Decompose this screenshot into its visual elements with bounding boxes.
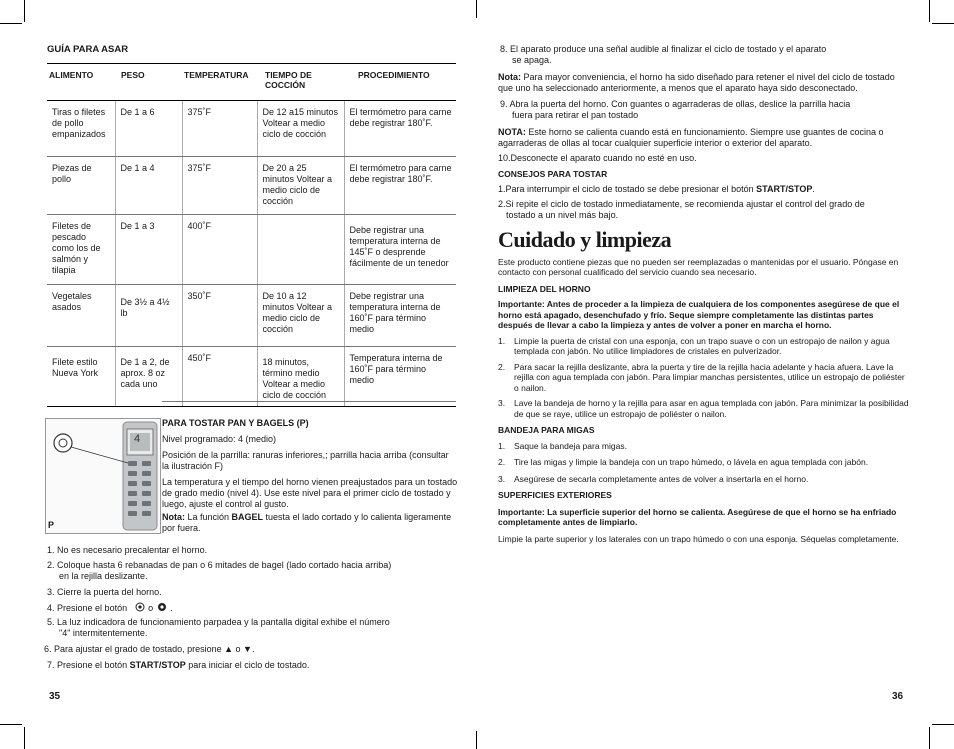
- cell-time: De 10 a 12 minutos Voltear a medio ciclo de cocción: [257, 285, 344, 347]
- table-row: [47, 215, 456, 285]
- cell-food: Tiras o filetes de pollo empanizados: [47, 101, 115, 157]
- crop-mark: [0, 724, 22, 725]
- toast-description: La temperatura y el tiempo del horno vienen preajustados para un tostado de grado medio (nivel 4). Use este nivel para el primer ciclo de tostado y luego, ajuste el control al gusto.: [162, 477, 458, 509]
- crop-mark: [24, 727, 25, 749]
- section-divider: [162, 401, 456, 402]
- cell-temp: 375˚F: [182, 157, 257, 215]
- cell-temp: 450˚F: [182, 347, 257, 407]
- page-number-right: 36: [892, 691, 904, 702]
- cell-procedure: Debe registrar una temperatura interna de 160˚F para término medio: [344, 285, 456, 347]
- cell-weight: De 1 a 6: [115, 101, 182, 157]
- cell-temp: 400˚F: [182, 215, 257, 285]
- cell-time: [257, 215, 344, 285]
- crop-mark: [0, 23, 22, 24]
- cell-weight: De 3½ a 4½ lb: [115, 285, 182, 347]
- list-item: 5. La luz indicadora de funcionamiento parpadea y la pantalla digital exhibe el número "4" intermitentemente.: [47, 617, 390, 638]
- tip-1: 1.Para interrumpir el ciclo de tostado se debe presionar el botón START/STOP.: [498, 183, 815, 194]
- cell-food: Piezas de pollo: [47, 157, 115, 215]
- cell-procedure: Debe registrar una temperatura interna de 145˚F o desprende fácilmente de un tenedor: [344, 215, 456, 285]
- exterior-important: Importante: La superficie superior del horno se calienta. Asegúrese de que el horno se ha enfriado completamente antes de limpiarlo.: [498, 506, 897, 527]
- grill-guide-table: [47, 63, 456, 407]
- cell-weight: De 1 a 4: [115, 157, 182, 215]
- crop-mark: [932, 23, 954, 24]
- list-item: 1. Saque la bandeja para migas.: [498, 440, 627, 451]
- crumb-tray-list: [498, 441, 910, 485]
- crop-mark: [932, 724, 954, 725]
- figure-label: P: [48, 520, 55, 530]
- cell-temp: 375˚F: [182, 101, 257, 157]
- cell-time: De 20 a 25 minutos Voltear a medio ciclo de cocción: [257, 157, 344, 215]
- list-item: 4. Presione el botón o .: [47, 603, 173, 613]
- crumb-tray-heading: BANDEJA PARA MIGAS: [498, 425, 595, 435]
- toast-note: Nota: La función BAGEL tuesta el lado cortado y lo calienta ligeramente por fuera.: [162, 512, 452, 533]
- control-panel-illustration: [46, 419, 160, 533]
- list-item: 1. No es necesario precalentar el horno.: [47, 545, 208, 555]
- cell-procedure: El termómetro para carne debe registrar 180˚F.: [344, 101, 456, 157]
- table-row: [47, 101, 456, 157]
- section-title: Cuidado y limpieza: [498, 226, 672, 252]
- list-item: 2. Tire las migas y limpie la bandeja con un trapo húmedo, o lávela en agua templada con jabón.: [498, 457, 869, 467]
- bagel-icon: [156, 602, 168, 612]
- oven-cleaning-heading: LIMPIEZA DEL HORNO: [498, 283, 591, 294]
- table-row: [47, 285, 456, 347]
- list-item: 3. Asegúrese de secarla completamente antes de volver a insertarla en el horno.: [498, 473, 809, 484]
- col-header-time: TIEMPO DE COCCIÓN: [257, 64, 344, 101]
- cell-time: 18 minutos, término medio Voltear a medio ciclo de cocción: [257, 347, 344, 407]
- cleaning-important: Importante: Antes de proceder a la limpieza de cualquiera de los componentes asegúrese de que el horno está apagado, desenchufado y frío. Seque siempre completamente las distintas partes después de llevar a cabo la limpieza y antes de volver a poner en marcha el horno.: [498, 299, 900, 330]
- cell-procedure: Temperatura interna de 160˚F para término medio: [344, 347, 456, 407]
- table-header-row: [47, 64, 456, 101]
- step-10: 10.Desconecte el aparato cuando no esté en uso.: [498, 153, 697, 163]
- cell-food: Filete estilo Nueva York: [47, 347, 115, 407]
- col-header-weight: PESO: [115, 64, 182, 101]
- note-1: Nota: Para mayor conveniencia, el horno ha sido diseñado para retener el nivel del ciclo de tostado que uno ha seleccionado anteriormente, a menos que el aparato haya sido desconectado.: [498, 72, 895, 93]
- list-item: 3. Lave la bandeja de horno y la rejilla para asar en agua templada con jabón. Para minimizar la posibilidad de que se raye, utilice un estropajo de poliéster o nailon.: [498, 398, 909, 419]
- list-item: 2. Coloque hasta 6 rebanadas de pan o 6 mitades de bagel (lado cortado hacia arriba) en la rejilla deslizante.: [47, 560, 392, 581]
- table-row: [47, 347, 456, 407]
- cell-time: De 12 a15 minutos Voltear a medio ciclo de cocción: [257, 101, 344, 157]
- step-8: 8. El aparato produce una señal audible al finalizar el ciclo de tostado y el aparato se apaga.: [500, 44, 827, 65]
- col-header-procedure: PROCEDIMIENTO: [344, 64, 456, 101]
- exterior-instructions: Limpie la parte superior y los laterales con un trapo húmedo o con una esponja. Séquelas completamente.: [498, 533, 899, 544]
- cell-food: Vegetales asados: [47, 285, 115, 347]
- cell-food: Filetes de pescado como los de salmón y tilapia: [47, 215, 115, 285]
- col-header-food: ALIMENTO: [47, 64, 115, 101]
- page-number-left: 35: [49, 691, 61, 702]
- list-item: 6. Para ajustar el grado de tostado, presione ▲ o ▼.: [44, 644, 255, 654]
- toast-heading: PARA TOSTAR PAN Y BAGELS (P): [162, 418, 309, 428]
- steps-list: [44, 545, 467, 675]
- col-header-temp: TEMPERATURA: [182, 64, 257, 101]
- display-digit: 4: [134, 433, 141, 445]
- toasting-tips-heading: CONSEJOS PARA TOSTAR: [498, 169, 608, 179]
- grill-guide-heading: GUÍA PARA ASAR: [47, 44, 129, 55]
- crop-mark: [24, 0, 25, 22]
- toast-icon: [134, 602, 146, 612]
- exterior-heading: SUPERFICIES EXTERIORES: [498, 490, 612, 500]
- crop-mark: [476, 0, 477, 18]
- cell-procedure: El termómetro para carne debe registrar 180˚F.: [344, 157, 456, 215]
- cell-weight: De 1 a 3: [115, 215, 182, 285]
- table-row: [47, 157, 456, 215]
- list-item: 7. Presione el botón START/STOP para iniciar el ciclo de tostado.: [47, 660, 310, 670]
- list-item: 3. Cierre la puerta del horno.: [47, 587, 162, 597]
- control-panel-figure: [45, 418, 161, 534]
- step-9: 9. Abra la puerta del horno. Con guantes o agarraderas de ollas, deslice la parrilla hacia fuera para retirar el pan tostado: [500, 99, 851, 120]
- crop-mark: [929, 0, 930, 22]
- crop-mark: [929, 727, 930, 749]
- toast-level: Nivel programado: 4 (medio): [162, 434, 277, 444]
- toast-rack-position: Posición de la parrilla: ranuras inferiores,; parrilla hacia arriba (consultar la ilustración F): [162, 450, 449, 471]
- cell-weight: De 1 a 2, de aprox. 8 oz cada uno: [115, 347, 182, 407]
- tip-2: 2.Si repite el ciclo de tostado inmediatamente, se recomienda ajustar el control del grado de tostado a un nivel más bajo.: [498, 198, 865, 220]
- cell-temp: 350˚F: [182, 285, 257, 347]
- list-item: 1. Limpie la puerta de cristal con una esponja, con un trapo suave o con un estropajo de nailon y agua templada con jabón. No utilice limpiadores de cristales en pulverizador.: [498, 335, 890, 356]
- note-2: NOTA: Este horno se calienta cuando está en funcionamiento. Siempre use guantes de cocina o agarraderas de ollas al tocar cualquier superficie interior o exterior del aparato.: [498, 127, 884, 148]
- care-intro: Este producto contiene piezas que no pueden ser reemplazadas o mantenidas por el usuario. Póngase en contacto con personal cualificado del servicio cuando sea necesario.: [498, 256, 899, 277]
- list-item: 2. Para sacar la rejilla deslizante, abra la puerta y tire de la rejilla hacia adelante y hacia afuera. Lave la rejilla con agua templada con jabón. Para limpiar manchas persistentes, utilice un estropajo de poliéster o nailon.: [498, 361, 905, 393]
- cleaning-list: [498, 336, 910, 420]
- crop-mark: [476, 731, 477, 749]
